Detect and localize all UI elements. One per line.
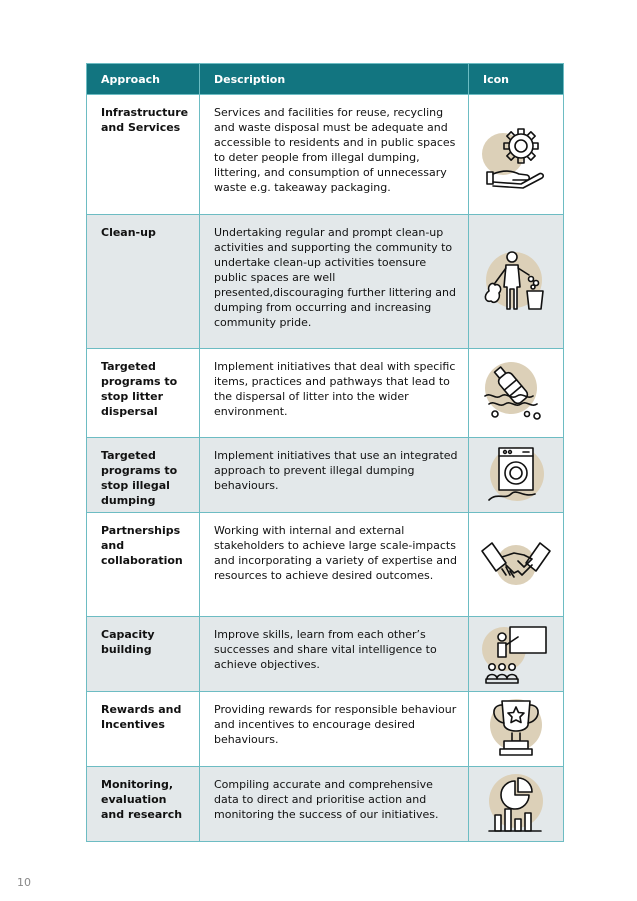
table-row (87, 617, 564, 692)
approach-cell: Targeted programs to stop litter dispersal (87, 349, 200, 438)
pie-and-bar-chart-icon (483, 771, 549, 837)
approach-cell: Rewards and Incentives (87, 692, 200, 767)
description-cell: Services and facilities for reuse, recycling and waste disposal must be adequate and accessible to residents and in public spaces to deter people from illegal dumping, littering, and consumption of unnecessary waste e.g. takeaway packaging. (200, 95, 469, 215)
table-row (87, 438, 564, 513)
approaches-table (86, 63, 564, 842)
table-header-row (87, 64, 564, 95)
trophy-icon (484, 695, 548, 763)
approach-cell: Partnerships and collaboration (87, 513, 200, 617)
handshake-icon (480, 535, 552, 595)
approach-cell: Monitoring, evaluation and research (87, 767, 200, 842)
table-row (87, 215, 564, 349)
header-description: Description (200, 64, 469, 95)
bottle-in-water-icon (481, 358, 551, 428)
person-with-rubbish-bin-icon (481, 247, 551, 317)
approach-cell: Infrastructure and Services (87, 95, 200, 215)
description-cell: Implement initiatives that use an integrated approach to prevent illegal dumping behaviours. (200, 438, 469, 513)
approach-cell: Targeted programs to stop illegal dumping (87, 438, 200, 513)
approach-cell: Clean-up (87, 215, 200, 349)
presenter-with-audience-icon (482, 621, 550, 687)
description-cell: Working with internal and external stakeholders to achieve large scale-impacts and incorporating a variety of expertise and resources to achieve desired outcomes. (200, 513, 469, 617)
approach-cell: Capacity building (87, 617, 200, 692)
description-cell: Undertaking regular and prompt clean-up activities and supporting the community to undertake clean-up activities toensure public spaces are well presented,discouraging further littering and dumping from occurring and increasing community pride. (200, 215, 469, 349)
table-row (87, 95, 564, 215)
table-row (87, 692, 564, 767)
page-number: 10 (17, 876, 31, 889)
header-approach: Approach (87, 64, 200, 95)
dumped-washing-machine-icon (483, 442, 549, 508)
description-cell: Implement initiatives that deal with specific items, practices and pathways that lead to the dispersal of litter into the wider environment. (200, 349, 469, 438)
header-icon: Icon (469, 64, 564, 95)
table-row (87, 513, 564, 617)
table-row (87, 767, 564, 842)
gear-in-hand-icon (481, 120, 551, 190)
description-cell: Improve skills, learn from each other’s successes and share vital intelligence to achieve objectives. (200, 617, 469, 692)
description-cell: Compiling accurate and comprehensive data to direct and prioritise action and monitoring the success of our initiatives. (200, 767, 469, 842)
description-cell: Providing rewards for responsible behaviour and incentives to encourage desired behaviours. (200, 692, 469, 767)
table-row (87, 349, 564, 438)
